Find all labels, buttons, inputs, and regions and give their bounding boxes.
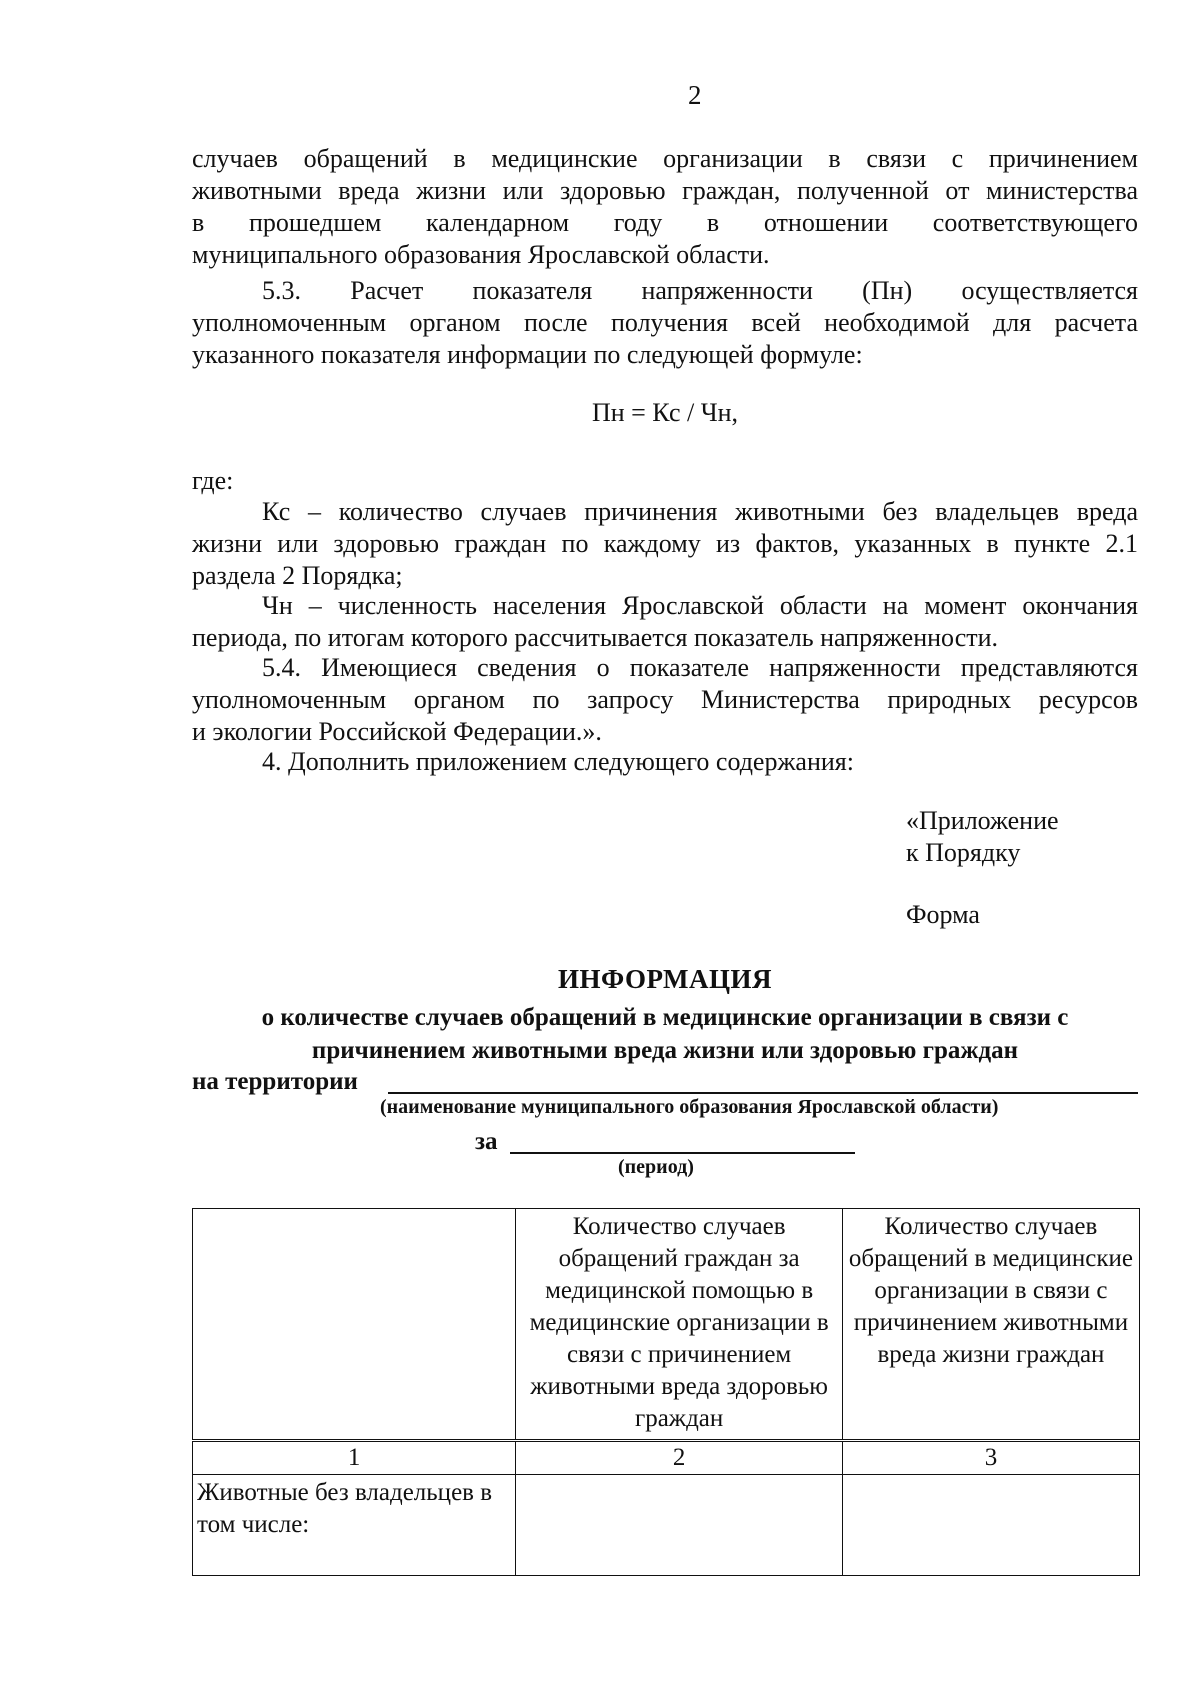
table-cell: Животные без владельцев в том числе: <box>193 1475 516 1576</box>
paragraph-5-4 <box>192 652 1138 748</box>
table-header-row <box>193 1209 1140 1441</box>
paragraph-continuation <box>192 143 1138 271</box>
territory-label: на территории <box>192 1068 358 1095</box>
text-line: периода, по итогам которого рассчитывается показатель напряженности. <box>192 623 999 652</box>
table-header-cell <box>193 1209 516 1441</box>
text-line: 4. Дополнить приложением следующего содержания: <box>262 747 854 776</box>
subtitle-line-2: причинением животными вреда жизни или здоровью граждан <box>311 1037 1019 1064</box>
paragraph-5-3 <box>192 275 1138 371</box>
form-subtitle <box>192 1001 1138 1067</box>
table-cell <box>842 1475 1139 1576</box>
table-header-cell: Количество случаев обращений в медицинские организации в связи с причинением животными вреда жизни граждан <box>842 1209 1139 1441</box>
table-cell <box>516 1475 843 1576</box>
table-number-row <box>193 1441 1140 1475</box>
form-title: ИНФОРМАЦИЯ <box>558 964 772 994</box>
definition-chn <box>192 590 1138 654</box>
appendix-label <box>906 805 1059 869</box>
text-line: случаев обращений в медицинские организации в связи с причинением <box>192 144 1138 173</box>
column-number: 1 <box>193 1441 516 1475</box>
text-line: указанного показателя информации по следующей формуле: <box>192 340 863 369</box>
text-line: уполномоченным органом после получения всей необходимой для расчета <box>192 308 1138 337</box>
text-line: раздела 2 Порядка; <box>192 561 403 590</box>
territory-blank-line <box>388 1092 1138 1094</box>
text-line: Чн – численность населения Ярославской области на момент окончания <box>262 591 1138 620</box>
formula: Пн = Кс / Чн, <box>591 398 739 427</box>
column-number: 2 <box>516 1441 843 1475</box>
period-blank-line <box>510 1152 855 1154</box>
table-row <box>193 1475 1140 1576</box>
subtitle-line-1: о количестве случаев обращений в медицинские организации в связи с <box>261 1004 1069 1031</box>
text-line: и экологии Российской Федерации.». <box>192 717 602 746</box>
info-table <box>192 1208 1140 1576</box>
paragraph-4 <box>192 746 1138 778</box>
territory-note: (наименование муниципального образования Ярославской области) <box>380 1096 999 1118</box>
text-line: 5.3. Расчет показателя напряженности (Пн) осуществляется <box>262 276 1138 305</box>
text-line: жизни или здоровью граждан по каждому из фактов, указанных в пункте 2.1 <box>192 529 1138 558</box>
text-line: животными вреда жизни или здоровью граждан, полученной от министерства <box>192 176 1138 205</box>
text-line: Кс – количество случаев причинения животными без владельцев вреда <box>262 497 1138 526</box>
period-label: за <box>475 1128 498 1155</box>
text-line: в прошедшем календарном году в отношении соответствующего <box>192 208 1138 237</box>
table-header-cell: Количество случаев обращений граждан за медицинской помощью в медицинские организации в связи с причинением животными вреда здоровью граждан <box>516 1209 843 1441</box>
appendix-line-2: к Порядку <box>906 838 1021 867</box>
text-line: уполномоченным органом по запросу Министерства природных ресурсов <box>192 685 1138 714</box>
column-number: 3 <box>842 1441 1139 1475</box>
appendix-line-1: «Приложение <box>906 806 1059 835</box>
text-line: 5.4. Имеющиеся сведения о показателе напряженности представляются <box>262 653 1138 682</box>
definition-ks <box>192 496 1138 592</box>
text-line: муниципального образования Ярославской области. <box>192 240 770 269</box>
where-label: где: <box>192 466 234 495</box>
form-label: Форма <box>906 900 980 929</box>
period-note: (период) <box>618 1156 694 1178</box>
page-number: 2 <box>688 80 702 110</box>
